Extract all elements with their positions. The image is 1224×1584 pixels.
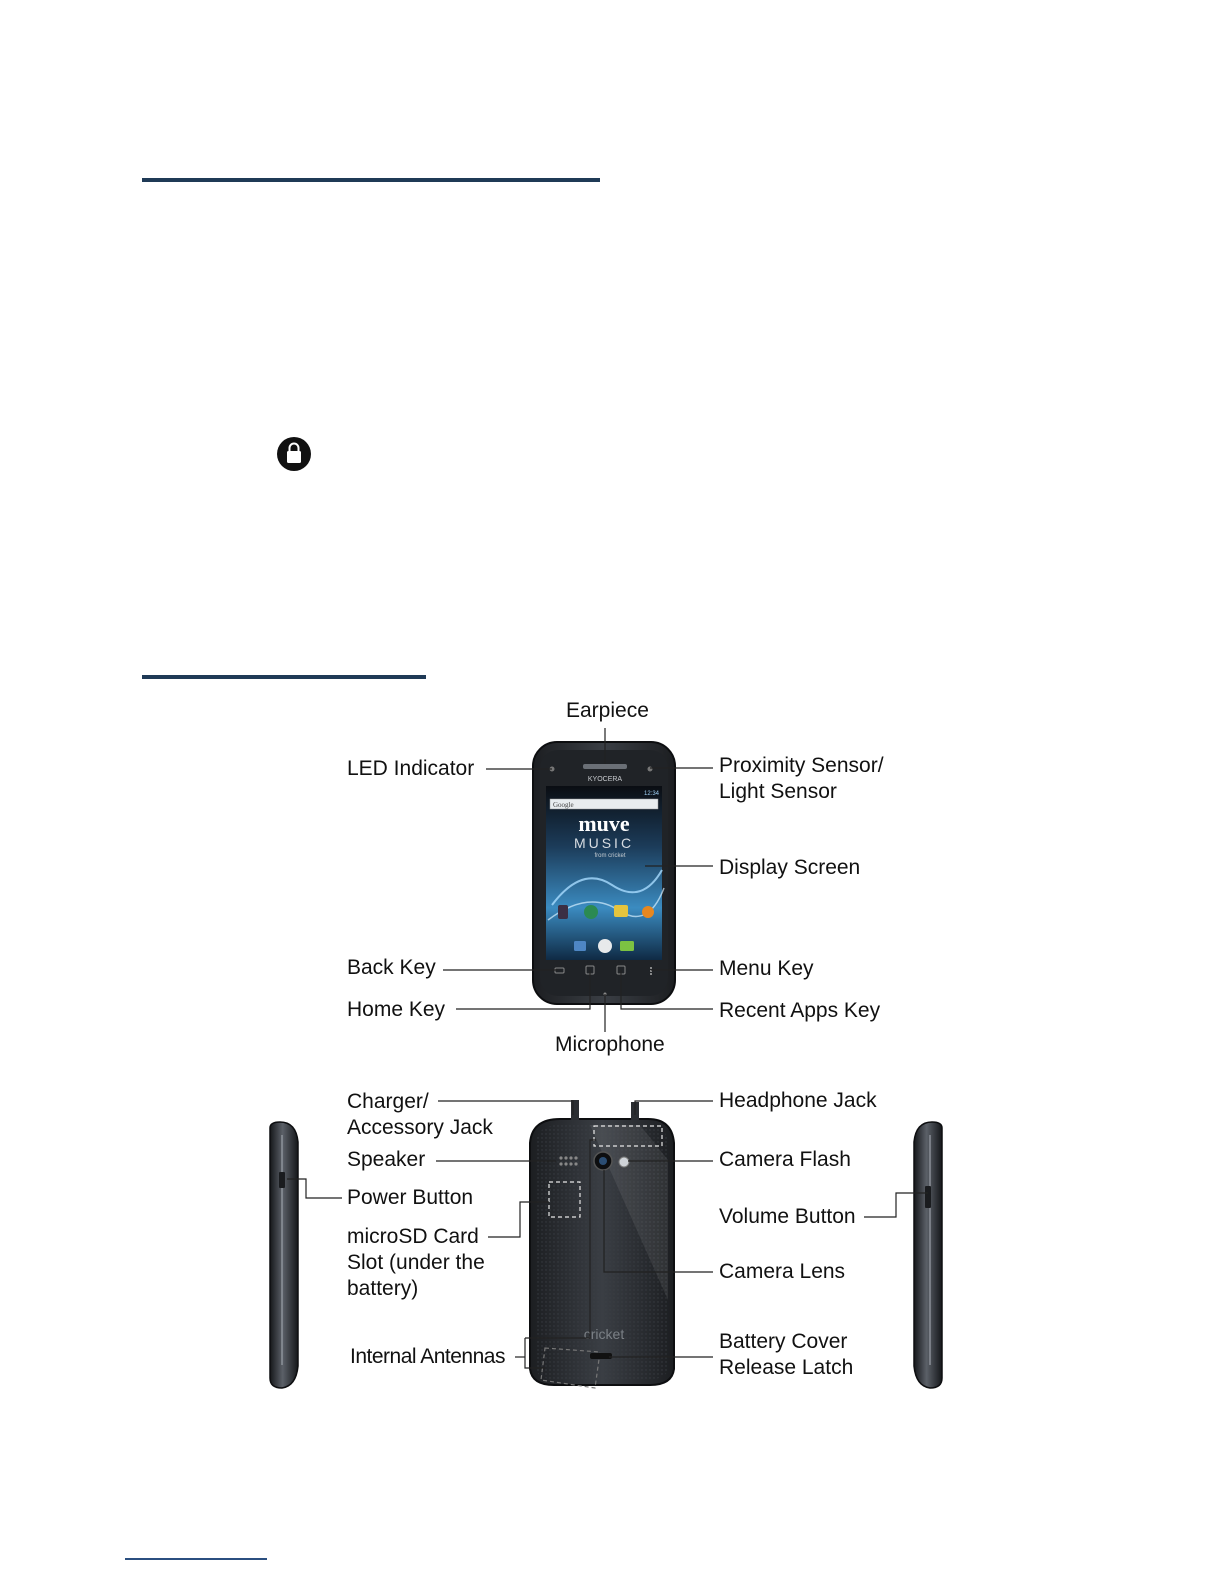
camera-flash — [619, 1157, 629, 1167]
dock-icon — [574, 941, 586, 951]
label-proximity-sensor: Proximity Sensor/ — [719, 754, 884, 777]
app-icon — [614, 905, 628, 917]
search-text: Google — [553, 801, 574, 809]
volume-button — [925, 1186, 931, 1208]
music-title: MUSIC — [573, 835, 635, 851]
label-camera-lens: Camera Lens — [719, 1260, 846, 1283]
label-battery-cover: Battery Cover — [719, 1330, 848, 1353]
label-menu-key: Menu Key — [719, 957, 814, 980]
earpiece-grille — [583, 764, 627, 769]
phone-side-right — [914, 1122, 942, 1388]
label-back-key: Back Key — [347, 956, 436, 979]
label-recent-apps-key: Recent Apps Key — [719, 999, 881, 1022]
label-headphone-jack: Headphone Jack — [719, 1089, 877, 1112]
app-icon — [584, 905, 598, 919]
phone-side-left — [270, 1122, 298, 1388]
label-microsd-battery: battery) — [347, 1277, 419, 1300]
dock-icon — [620, 941, 634, 951]
from-cricket: from cricket — [594, 853, 626, 859]
label-accessory-jack: Accessory Jack — [347, 1116, 493, 1139]
label-microsd-card: microSD Card — [347, 1225, 479, 1248]
label-charger: Charger/ — [347, 1090, 429, 1113]
apps-launcher-icon — [598, 939, 612, 953]
label-display-screen: Display Screen — [719, 856, 861, 879]
battery-latch — [590, 1353, 612, 1359]
back-brand: cricket — [583, 1326, 625, 1342]
label-camera-flash: Camera Flash — [719, 1148, 851, 1171]
phone-back — [530, 1100, 674, 1388]
status-time: 12:34 — [644, 791, 660, 797]
muve-title: muve — [578, 811, 630, 836]
label-speaker: Speaker — [347, 1148, 426, 1171]
app-icon — [558, 905, 568, 919]
label-microphone: Microphone — [555, 1033, 665, 1056]
label-microsd-slot: Slot (under the — [347, 1251, 485, 1274]
label-light-sensor: Light Sensor — [719, 780, 837, 803]
label-earpiece: Earpiece — [566, 699, 649, 722]
label-power-button: Power Button — [347, 1186, 474, 1209]
label-led-indicator: LED Indicator — [347, 757, 475, 780]
power-button — [279, 1172, 285, 1188]
phone-front — [533, 742, 675, 1004]
proximity-sensor — [648, 767, 653, 772]
brand-logo: KYOCERA — [587, 776, 623, 783]
label-volume-button: Volume Button — [719, 1205, 856, 1228]
label-internal-antennas: Internal Antennas — [350, 1345, 505, 1368]
app-icon — [642, 906, 654, 918]
label-release-latch: Release Latch — [719, 1356, 854, 1379]
label-home-key: Home Key — [347, 998, 446, 1021]
